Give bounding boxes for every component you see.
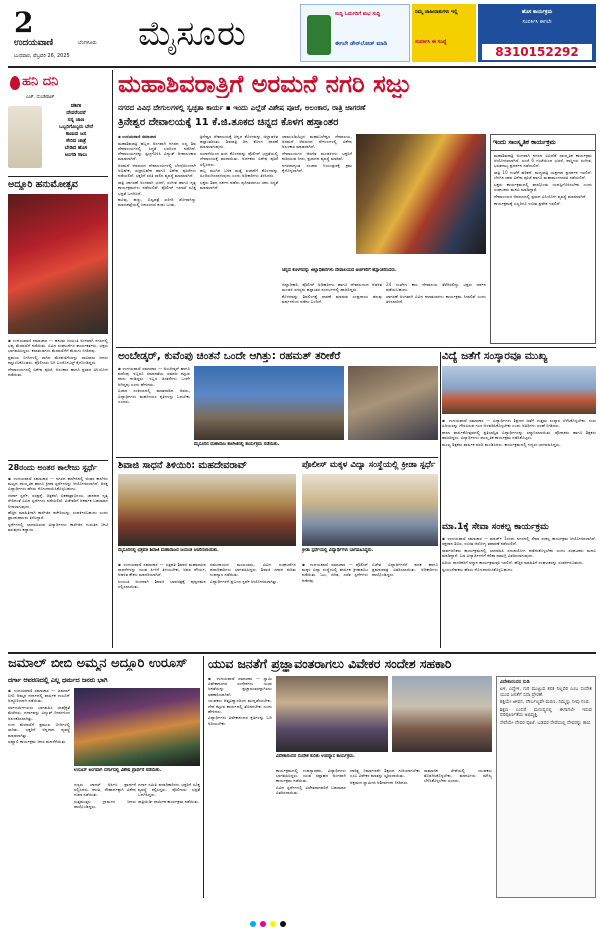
column-divider <box>203 656 204 898</box>
sidebar-story-headline: ಅದ್ದೂರಿ ಹನುಮೋತ್ಸವ <box>8 179 78 190</box>
lead-body-col4: ಜಿಲ್ಲಾಧಿಕಾರಿ, ಪೊಲೀಸ್ ಅಧಿಕಾರಿಗಳು ಹಾಗೂ ದೇವಾಲಯದ ಆಡಳಿತ ಮಂಡಳಿ ಸದಸ್ಯರು ಹಸ್ತಾಂತರ ಸಂದರ್ಭದಲ್ಲಿ ಹಾಜರಿದ್ದರು. ಕೊಳಗವನ್ನು ಶಿವಲಿಂಗಕ್ಕೆ ಧಾರಣೆ ಮಾಡುವ ಸಂಪ್ರದಾಯ ಹಲವು ವರ್ಷಗಳಿಂದ ನಡೆದು ಬಂದಿದೆ. <box>282 282 382 305</box>
vivekananda-photo-1 <box>276 676 388 752</box>
sports-caption: ಕ್ರೀಡಾ ಸ್ಪರ್ಧೆಯಲ್ಲಿ ವಿದ್ಯಾರ್ಥಿಗಳು ಭಾಗವಹಿಸಿದ್ದರು. <box>302 548 374 553</box>
ad-banner-app[interactable] <box>300 4 410 62</box>
ad-phone-number[interactable]: 8310152292 <box>482 44 592 60</box>
paper-name: ಉದಯವಾಣಿ <box>14 38 54 48</box>
page-number: 2 <box>14 6 34 39</box>
mid-right-body: ▪ ಉದಯವಾಣಿ ಸಮಾಚಾರ — ವಿದ್ಯಾರ್ಥಿಗಳು ಶಿಕ್ಷಣದ ಜತೆಗೆ ಉತ್ತಮ ಸಂಸ್ಕಾರ ಬೆಳೆಸಿಕೊಳ್ಳಬೇಕು. ಗುರು ಹಿರಿಯರನ್ನು ಗೌರವಿಸುವ ಗುಣ ಅಳವಡಿಸಿಕೊಳ್ಳಬೇಕು ಎಂದು ಅತಿಥಿಗಳು ಸಲಹೆ ನೀಡಿದರು. ಶಾಲಾ ವಾರ್ಷಿಕೋತ್ಸವದಲ್ಲಿ ಪ್ರತಿಭಾನ್ವಿತ ವಿದ್ಯಾರ್ಥಿಗಳನ್ನು ಸನ್ಮಾನಿಸಲಾಯಿತು. ಪೋಷಕರು ಹಾಗೂ ಶಿಕ್ಷಕರು ಹಾಜರಿದ್ದರು. ವಿದ್ಯಾರ್ಥಿಗಳು ಸಾಂಸ್ಕೃತಿಕ ಕಾರ್ಯಕ್ರಮ ನಡೆಸಿಕೊಟ್ಟರು. ಮುಖ್ಯ ಶಿಕ್ಷಕರು ವಾರ್ಷಿಕ ವರದಿ ಮಂಡಿಸಿದರು. ಕಾರ್ಯಕ್ರಮದಲ್ಲಿ ಗಣ್ಯರು ಭಾಗವಹಿಸಿದ್ದರು. <box>442 418 596 447</box>
issue-date: ಬುಧವಾರ, ಫೆಬ್ರವರಿ 26, 2025 <box>14 53 70 59</box>
registration-dot <box>270 921 276 927</box>
poem-line: ಸೇರಿದ ಜಾತ್ರೆ <box>65 138 87 144</box>
shivaji-body-1: ▪ ಉದಯವಾಣಿ ಸಮಾಚಾರ — ಛತ್ರಪತಿ ಶಿವಾಜಿ ಮಹಾರಾಜರ ಸಾಧನೆಗಳನ್ನು ಯುವ ಪೀಳಿಗೆ ತಿಳಿಯಬೇಕು. ಅವರ ಶೌರ್ಯ, ಆಡಳಿತ ಕೌಶಲ ಮಾದರಿಯಾಗಿದೆ. ಜಯಂತಿ ಅಂಗವಾಗಿ ಶಿವಾಜಿ ಭಾವಚಿತ್ರಕ್ಕೆ ಪುಷ್ಪನಮನ ಸಲ್ಲಿಸಲಾಯಿತು. <box>118 562 206 590</box>
speaker-photo <box>348 366 438 440</box>
lead-headline: ಮಹಾಶಿವರಾತ್ರಿಗೆ ಅರಮನೆ ನಗರಿ ಸಜ್ಜು <box>118 70 412 98</box>
poem-line: ಬೇಡಿದ ಹೊಸ <box>64 145 88 151</box>
urs-body-3: ದರ್ಗಾ ಸಮಿತಿ ಪದಾಧಿಕಾರಿಗಳು ಭಕ್ತರಿಗೆ ಸೂಕ್ತ ವ್ಯವಸ್ಥೆ ಕಲ್ಪಿಸಿದ್ದರು. ಪೊಲೀಸರು ಭದ್ರತೆ ಒದಗಿಸಿದ್ದರು. ರಾತ್ರಿಯಿಡೀ ಧಾರ್ಮಿಕ ಕಾರ್ಯಕ್ರಮ ನಡೆಯಿತು. <box>138 782 200 805</box>
urs-body-1: ▪ ಉದಯವಾಣಿ ಸಮಾಚಾರ — ಜಮಾಲ್ ಬೀಬಿ ಅಮ್ಮನ ದರ್ಗಾದಲ್ಲಿ ವಾರ್ಷಿಕ ಉರೂಸ್ ಅದ್ದೂರಿಯಾಗಿ ನಡೆಯಿತು. ಸರ್ವಧರ್ಮೀಯರು ಭಾಗವಹಿಸಿ ಭಾವೈಕ್ಯತೆ ಮೆರೆದರು. ದರ್ಗಾವನ್ನು ವಿದ್ಯುತ್ ದೀಪಗಳಿಂದ ಅಲಂಕರಿಸಲಾಗಿತ್ತು. ಗಂಧ ಮೆರವಣಿಗೆ ಪ್ರಮುಖ ಬೀದಿಗಳಲ್ಲಿ ಸಾಗಿತು. ಭಕ್ತರಿಗೆ ಅನ್ನದಾನ ವ್ಯವಸ್ಥೆ ಮಾಡಲಾಗಿತ್ತು. ಖವ್ವಾಲಿ ಕಾರ್ಯಕ್ರಮ ಜನರ ಮನಸೆಳೆಯಿತು. <box>8 688 70 745</box>
phone-illustration-icon <box>307 15 331 55</box>
ad2-line2: ಸಂಪರ್ಕಿಸಿ ಈ ಸಂಖ್ಯೆ <box>415 40 447 45</box>
registration-dot <box>260 921 266 927</box>
cultural-program-box <box>490 134 596 344</box>
urs-photo <box>74 688 200 766</box>
lead-body-col1: ▪ ಉದಯವಾಣಿ ಸಮಾಚಾರ ಮಹಾಶಿವರಾತ್ರಿ ಹಬ್ಬದ ಅಂಗವಾಗಿ ನಗರದ ಎಲ್ಲ ಶಿವ ದೇವಾಲಯಗಳಲ್ಲಿ ಸಿದ್ಧತೆ ಭರದಿಂದ ನಡೆದಿದೆ. ದೇವಾಲಯಗಳನ್ನು ಸ್ವಚ್ಛಗೊಳಿಸಿ ವಿದ್ಯುತ್ ದೀಪಾಲಂಕಾರ ಮಾಡಲಾಗಿದೆ. ಅರಮನೆ ಆವರಣದ ದೇವಾಲಯಗಳಲ್ಲಿ ಬೆಳಗ್ಗೆಯಿಂದಲೇ ಅಭಿಷೇಕ, ರುದ್ರಾಭಿಷೇಕ ಹಾಗೂ ವಿಶೇಷ ಪೂಜೆಗಳು ನಡೆಯಲಿವೆ. ಭಕ್ತರಿಗೆ ಸರತಿ ಸಾಲಿನ ವ್ಯವಸ್ಥೆ ಮಾಡಲಾಗಿದೆ. ರಾತ್ರಿ ಜಾಗರಣೆ ಅಂಗವಾಗಿ ಭಜನೆ, ಸಂಗೀತ ಹಾಗೂ ನೃತ್ಯ ಕಾರ್ಯಕ್ರಮಗಳು ನಡೆಯಲಿವೆ. ಪೊಲೀಸ್ ಇಲಾಖೆ ಸೂಕ್ತ ಭದ್ರತೆ ಒದಗಿಸಿದೆ. ಹೂವು, ಹಣ್ಣು, ಬಿಲ್ವಪತ್ರೆ ಖರೀದಿ ಜೋರಾಗಿದ್ದು ಮಾರುಕಟ್ಟೆಯಲ್ಲಿ ಜನಸಂದಣಿ ಕಂಡು ಬಂತು. <box>118 134 196 208</box>
lead-photo-caption: ಚಿನ್ನದ ಕೊಳಗವನ್ನು ಜಿಲ್ಲಾಧಿಕಾರಿಗಳು ದೇವಾಲಯದ ಅರ್ಚಕರಿಗೆ ಹಸ್ತಾಂತರಿಸಿದರು. <box>282 268 397 273</box>
ad-banner-yellow[interactable] <box>412 4 476 62</box>
lead-body-col5: 24 ಗಂಟೆಗಳ ಕಾಲ ದೇವಾಲಯ ತೆರೆದಿರಲಿದ್ದು ಭಕ್ತರು ದರ್ಶನ ಪಡೆಯಬಹುದು. ಜಾಗರಣೆ ಅಂಗವಾಗಿ ವಿವಿಧ ಕಲಾತಂಡಗಳು ಕಾರ್ಯಕ್ರಮ ನೀಡಲಿವೆ ಎಂದು ತಿಳಿಸಲಾಗಿದೆ. <box>386 282 486 305</box>
seva-body: ▪ ಉದಯವಾಣಿ ಸಮಾಚಾರ — ಮಾರ್ಚ್ 1ರಂದು ನಗರದಲ್ಲಿ ಸೇವಾ ಸಂಕಲ್ಪ ಕಾರ್ಯಕ್ರಮ ಆಯೋಜಿಸಲಾಗಿದೆ. ರಕ್ತದಾನ ಶಿಬಿರ, ಉಚಿತ ಆರೋಗ್ಯ ತಪಾಸಣೆ ನಡೆಯಲಿದೆ. ಸಾರ್ವಜನಿಕರು ಕಾರ್ಯಕ್ರಮದಲ್ಲಿ ಭಾಗವಹಿಸಿ ಸದುಪಯೋಗ ಪಡೆದುಕೊಳ್ಳಬೇಕು ಎಂದು ಸಂಘಟಕರು ಮನವಿ ಮಾಡಿದ್ದಾರೆ. ಬಡ ವಿದ್ಯಾರ್ಥಿಗಳಿಗೆ ಕಲಿಕಾ ಸಾಮಗ್ರಿ ವಿತರಿಸಲಾಗುವುದು. ಹಿರಿಯ ನಾಗರಿಕರಿಗೆ ಸನ್ಮಾನ ಕಾರ್ಯಕ್ರಮವೂ ಇರಲಿದೆ. ಹೆಚ್ಚಿನ ಮಾಹಿತಿಗೆ ಸಂಘಟಕರನ್ನು ಸಂಪರ್ಕಿಸಬಹುದು. ಸ್ವಯಂಸೇವಕರು ಹೆಸರು ನೋಂದಾಯಿಸಿಕೊಳ್ಳಬಹುದು. <box>442 536 596 572</box>
registration-marks <box>250 912 290 931</box>
ad2-line1: ನಿಮ್ಮ ಜಾಹೀರಾತುಗಳು ಇಲ್ಲಿ <box>415 10 458 15</box>
quote-box <box>496 676 596 898</box>
ad3-line1: ಹೊಸ ಕಾರ್ಯಕ್ರಮ <box>521 9 553 15</box>
sports-photo <box>302 474 438 546</box>
hani-dani-logo <box>8 72 108 94</box>
registration-dot <box>280 921 286 927</box>
city-title: ಮೈಸೂರು <box>138 14 247 54</box>
cartoon-illustration <box>8 106 42 168</box>
column-divider <box>112 70 113 648</box>
poem-line: ಕಾಣುವ ಜನ <box>65 131 87 137</box>
ad1-line2: ಈಗಲೇ ಡೌನ್‌ಲೋಡ್ ಮಾಡಿ <box>335 41 388 47</box>
lead-body-col3: ಚಾಮುಂಡಿಬೆಟ್ಟದ ಮಹಾಬಲೇಶ್ವರ ದೇವಾಲಯ, ಅರಮನೆ ಆವರಣದ ದೇಗುಲಗಳಲ್ಲಿ ವಿಶೇಷ ಅಲಂಕಾರ ಮಾಡಲಾಗಿದೆ. ದೇವಾಲಯಗಳ ಆಡಳಿತ ಮಂಡಳಿಗಳು ಭಕ್ತರಿಗೆ ಕುಡಿಯುವ ನೀರು, ಪ್ರಸಾದದ ವ್ಯವಸ್ಥೆ ಮಾಡಿವೆ. ನಗರದಾದ್ಯಂತ ಸಂಚಾರ ನಿಯಂತ್ರಣಕ್ಕೆ ಕ್ರಮ ಕೈಗೊಳ್ಳಲಾಗಿದೆ. <box>282 134 352 174</box>
sidebar-byline: ಎಚ್. ದುಂಡಿರಾಜ್ <box>26 95 55 100</box>
mid-right-headline: ಮಾ.1ಕ್ಕೆ ಸೇವಾ ಸಂಕಲ್ಪ ಕಾರ್ಯಕ್ರಮ <box>442 522 549 532</box>
edition-tag: ಬೆಂಗಳೂರು <box>78 40 97 46</box>
vivekananda-body-2: ಕಾರ್ಯಕ್ರಮದಲ್ಲಿ ಉಪನ್ಯಾಸಕರು, ವಿದ್ಯಾರ್ಥಿಗಳು ಭಾಗವಹಿಸಿದ್ದರು. ಯುವ ಸಪ್ತಾಹದ ಅಂಗವಾಗಿ ಕಾರ್ಯಕ್ರಮ ನಡೆಯಿತು. ವಿವಿಧ ಸ್ಪರ್ಧೆಗಳಲ್ಲಿ ವಿಜೇತರಾದವರಿಗೆ ಬಹುಮಾನ ವಿತರಿಸಲಾಯಿತು. <box>276 768 346 796</box>
poem-title: ಜಾಣ <box>70 102 82 109</box>
masthead <box>0 0 600 66</box>
students-photo <box>442 366 596 414</box>
bottom-left-subhead: ದರ್ಗಾ ಆವರಣದಲ್ಲಿ ಎಲ್ಲ ಧರ್ಮದ ಜನರು ಭಾಗಿ <box>8 676 108 684</box>
lead-dateline: ▪ ಉದಯವಾಣಿ ಸಮಾಚಾರ <box>118 134 157 139</box>
mid-headline-3: ಶಿವಾಜಿ ಸಾಧನೆ ತಿಳಿಯಿರಿ: ಮಹದೇವರಾವ್ <box>118 460 247 471</box>
mid-headline-4: ಪೊಲೀಸ್ ಮಕ್ಕಳ ವಿದ್ಯಾ ಸಂಸ್ಥೆಯಲ್ಲಿ ಕ್ರೀಡಾ ಸ್ಪರ್ಧೆ <box>302 460 436 470</box>
quote-box-body: ವಿವೇಕಾನಂದರ ನುಡಿ ಏಳಿ, ಎದ್ದೇಳಿ, ಗುರಿ ಮುಟ್ಟುವ ತನಕ ನಿಲ್ಲದಿರಿ ಎಂಬ ಸಂದೇಶ ಯುವ ಜನತೆಗೆ ಸದಾ ಪ್ರೇರಣೆ. ಶಕ್ತಿಯೇ ಜೀವನ, ದೌರ್ಬಲ್ಯವೇ ಮರಣ. ನಿಮ್ಮನ್ನು ನೀವು ನಂಬಿ. ಶಿಕ್ಷಣ ಎಂದರೆ ಮನುಷ್ಯನಲ್ಲಿ ಈಗಾಗಲೇ ಇರುವ ಪರಿಪೂರ್ಣತೆಯ ಅಭಿವ್ಯಕ್ತಿ. ಸೇವೆಯೇ ದೇವರ ಪೂಜೆ. ಬಡವರ ಸೇವೆಯಲ್ಲಿ ದೇವರನ್ನು ಕಾಣಿ. <box>500 680 592 726</box>
bottom-left-headline: ಜಮಾಲ್ ಬೀಬಿ ಅಮ್ಮನ ಅದ್ದೂರಿ ಉರೂಸ್ <box>8 656 188 671</box>
mid-headline-2: ವಿದ್ಯೆ ಜತೆಗೆ ಸಂಸ್ಕಾರವೂ ಮುಖ್ಯ <box>442 350 548 362</box>
section-divider <box>116 457 438 458</box>
lead-body-col2: ತ್ರಿನೇಶ್ವರ ದೇವಾಲಯಕ್ಕೆ ಚಿನ್ನದ ಕೊಳಗವನ್ನು ಜಿಲ್ಲಾಡಳಿತ ಹಸ್ತಾಂತರಿಸಿತು. ಶಿವರಾತ್ರಿ ದಿನ ಕೊಳಗ ಧಾರಣೆ ಮಾಡಲಾಗುವುದು. ಖಜಾನೆಯಿಂದ ತಂದ ಕೊಳಗವನ್ನು ಪೊಲೀಸ್ ಭದ್ರತೆಯಲ್ಲಿ ದೇವಾಲಯಕ್ಕೆ ತರಲಾಯಿತು. ಅರ್ಚಕರು ವಿಶೇಷ ಪೂಜೆ ಸಲ್ಲಿಸಿದರು. ಹಬ್ಬ ಮುಗಿದ ಬಳಿಕ ಮತ್ತೆ ಖಜಾನೆಗೆ ಕೊಳಗವನ್ನು ಹಿಂದಿರುಗಿಸಲಾಗುವುದು ಎಂದು ಅಧಿಕಾರಿಗಳು ತಿಳಿಸಿದರು. ಭಕ್ತರು ಶಿವನ ದರ್ಶನ ಪಡೆದು ಪುನೀತರಾಗಲು ಸಕಲ ಸಿದ್ಧತೆ ಮಾಡಲಾಗಿದೆ. <box>200 134 278 191</box>
sidebar-story2-body: ▪ ಉದಯವಾಣಿ ಸಮಾಚಾರ — ನಗರದ ಕಾಲೇಜಿನಲ್ಲಿ ಅಂತರ ಕಾಲೇಜು ಮಟ್ಟದ ಸಾಂಸ್ಕೃತಿಕ ಹಾಗೂ ಕ್ರೀಡಾ ಸ್ಪರ್ಧೆಗಳನ್ನು ಆಯೋಜಿಸಲಾಗಿದೆ. ಆಸಕ್ತ ವಿದ್ಯಾರ್ಥಿಗಳು ಹೆಸರು ನೋಂದಾಯಿಸಿಕೊಳ್ಳಬಹುದು. ಚರ್ಚಾ ಸ್ಪರ್ಧೆ, ರಸಪ್ರಶ್ನೆ, ಚಿತ್ರಕಲೆ, ಏಕಪಾತ್ರಾಭಿನಯ, ಜಾನಪದ ನೃತ್ಯ ಸೇರಿದಂತೆ ವಿವಿಧ ಸ್ಪರ್ಧೆಗಳು ನಡೆಯಲಿವೆ. ವಿಜೇತರಿಗೆ ಆಕರ್ಷಕ ಬಹುಮಾನ ನೀಡಲಾಗುವುದು. ಹೆಚ್ಚಿನ ಮಾಹಿತಿಗಾಗಿ ಕಾಲೇಜಿನ ಕಚೇರಿಯನ್ನು ಸಂಪರ್ಕಿಸಬಹುದು ಎಂದು ಪ್ರಾಂಶುಪಾಲರು ತಿಳಿಸಿದ್ದಾರೆ. ಸ್ಪರ್ಧೆಗಳಲ್ಲಿ ಭಾಗವಹಿಸುವ ವಿದ್ಯಾರ್ಥಿಗಳು ಕಾಲೇಜಿನ ಗುರುತಿನ ಚೀಟಿ ತರುವುದು ಕಡ್ಡಾಯ. <box>8 476 108 533</box>
ad-banner-contact[interactable] <box>478 4 596 62</box>
column-divider <box>440 352 441 648</box>
poem-line: ನನ್ನ ಜಾಣ <box>67 117 85 123</box>
sidebar-story-body: ▪ ಉದಯವಾಣಿ ಸಮಾಚಾರ — ಹನುಮ ಜಯಂತಿ ಅಂಗವಾಗಿ ನಗರದಲ್ಲಿ ಭವ್ಯ ಮೆರವಣಿಗೆ ನಡೆಯಿತು. ವಿವಿಧ ಸಂಘಟನೆಗಳ ಕಾರ್ಯಕರ್ತರು, ಭಕ್ತರು ಭಾಗವಹಿಸಿದ್ದರು. ಕಲಾತಂಡಗಳು ಮೆರವಣಿಗೆಗೆ ಮೆರುಗು ನೀಡಿದವು. ಪ್ರಮುಖ ಬೀದಿಗಳಲ್ಲಿ ಸಾಗಿದ ಮೆರವಣಿಗೆಯನ್ನು ಸಾವಿರಾರು ಜನರು ಕಣ್ತುಂಬಿಕೊಂಡರು. ಪೊಲೀಸರು ಬಿಗಿ ಬಂದೋಬಸ್ತ್ ಕೈಗೊಂಡಿದ್ದರು. ದೇವಾಲಯಗಳಲ್ಲಿ ವಿಶೇಷ ಪೂಜೆ, ಅಲಂಕಾರ ಹಾಗೂ ಪ್ರಸಾದ ವಿನಿಯೋಗ ನಡೆಯಿತು. <box>8 338 108 378</box>
cultural-box-body: ಮಹಾಶಿವರಾತ್ರಿ ಅಂಗವಾಗಿ ನಗರದ ವಿವಿಧೆಡೆ ಸಾಂಸ್ಕೃತಿಕ ಕಾರ್ಯಕ್ರಮ ಆಯೋಜಿಸಲಾಗಿದೆ. ಸಂಜೆ 6 ಗಂಟೆಯಿಂದ ಭಜನೆ, ಶಾಸ್ತ್ರೀಯ ಸಂಗೀತ, ಭರತನಾಟ್ಯ ಪ್ರದರ್ಶನ ನಡೆಯಲಿದೆ. ರಾತ್ರಿ 10 ಗಂಟೆಗೆ ಹರಿಕಥೆ, ಮಧ್ಯರಾತ್ರಿ ಯಕ್ಷಗಾನ ಪ್ರದರ್ಶನ ಇರಲಿದೆ. ಬೆಳಗಿನ ಜಾವ ವಿಶೇಷ ಪೂಜೆ ಹಾಗೂ ಮಹಾಮಂಗಳಾರತಿ ನಡೆಯಲಿದೆ. ಭಕ್ತರು ಕಾರ್ಯಕ್ರಮದಲ್ಲಿ ಪಾಲ್ಗೊಂಡು ಯಶಸ್ವಿಗೊಳಿಸಬೇಕು ಎಂದು ಸಂಘಟಕರು ಮನವಿ ಮಾಡಿದ್ದಾರೆ. ದೇವಾಲಯದ ಆವರಣದಲ್ಲಿ ಪ್ರಸಾದ ವಿನಿಯೋಗ ವ್ಯವಸ್ಥೆ ಮಾಡಲಾಗಿದೆ. ಕಾರ್ಯಕ್ರಮಕ್ಕೆ ಎಲ್ಲರಿಗೂ ಉಚಿತ ಪ್ರವೇಶ ಇರಲಿದೆ. <box>494 153 592 206</box>
vivekananda-body-1: ▪ ಉದಯವಾಣಿ ಸಮಾಚಾರ — ಸ್ವಾಮಿ ವಿವೇಕಾನಂದರ ಸಂದೇಶಗಳು ಯುವ ಜನತೆಯನ್ನು ಪ್ರಜ್ಞಾವಂತರನ್ನಾಗಿಸಲು ಸಹಕಾರಿಯಾಗಿವೆ. ಯುವಕರು ಆತ್ಮವಿಶ್ವಾಸದಿಂದ ಮುನ್ನಡೆಯಬೇಕು. ದೇಶ ಕಟ್ಟುವ ಕಾರ್ಯದಲ್ಲಿ ತೊಡಗಬೇಕು ಎಂದು ಹೇಳಿದರು. ವಿದ್ಯಾರ್ಥಿಗಳು ವಿವೇಕಾನಂದರ ಕೃತಿಗಳನ್ನು ಓದಿ ಅರಿಯಬೇಕು. <box>208 676 272 726</box>
vivekananda-photo-2 <box>392 676 492 752</box>
ad1-line1: ಸುದ್ದಿ ಓದುಗರಿಗೆ ಶುಭ ಸುದ್ದಿ <box>335 11 381 17</box>
vivekananda-body-4: ಸಾಮಾಜಿಕ ಸೇವೆಯಲ್ಲಿ ಯುವಕರು ತೊಡಗಿಸಿಕೊಳ್ಳಬೇಕು. ಮಾನವೀಯ ಮೌಲ್ಯ ಬೆಳೆಸಿಕೊಳ್ಳಬೇಕು ಎಂದರು. <box>424 768 492 784</box>
sidebar-brand: ಹನಿ ದನಿ <box>22 74 59 89</box>
mid-headline-1: ಅಂಬೇಡ್ಕರ್, ಕುವೆಂಪು ಚಿಂತನೆ ಒಂದೇ ಆಗಿತ್ತು: ರಹಮತ್ ತರೀಕೆರೆ <box>118 350 341 362</box>
vivekananda-body-3: ಚಾರಿತ್ರ್ಯ ನಿರ್ಮಾಣವೇ ಶಿಕ್ಷಣದ ಗುರಿಯಾಗಬೇಕು ಎಂಬ ವಿವೇಕರ ಮಾತನ್ನು ಸ್ಮರಿಸಲಾಯಿತು. ಆಶ್ರಮದ ಸ್ವಾಮೀಜಿ ಆಶೀರ್ವಚನ ನೀಡಿದರು. <box>350 768 420 785</box>
sidebar-column <box>8 70 108 650</box>
seminar-caption: ಮೈಸೂರಿನ ಮಹಾರಾಜ ಕಾಲೇಜಿನಲ್ಲಿ ಕಾರ್ಯಕ್ರಮ ನಡೆಯಿತು. <box>194 442 280 447</box>
urs-caption: ಉರೂಸ್ ಅಂಗವಾಗಿ ದರ್ಗಾದಲ್ಲಿ ವಿಶೇಷ ಪ್ರಾರ್ಥನೆ ನಡೆಯಿತು. <box>74 768 162 773</box>
shivaji-event-photo <box>118 474 296 546</box>
mid-body-col1: ▪ ಉದಯವಾಣಿ ಸಮಾಚಾರ — ಅಂಬೇಡ್ಕರ್ ಹಾಗೂ ಕುವೆಂಪು ಇಬ್ಬರೂ ಸಮಾನತೆಯ ಸಮಾಜ ಕಟ್ಟುವ ಕನಸು ಕಂಡಿದ್ದರು. ಇಬ್ಬರ ಚಿಂತನೆಗಳು ಒಂದೇ ಆಗಿದ್ದವು ಎಂದು ಹೇಳಿದರು. ವಿಚಾರ ಸಂಕಿರಣದಲ್ಲಿ ಮಾತನಾಡಿದ ಅವರು, ವಿದ್ಯಾರ್ಥಿಗಳು ಮಹನೀಯರ ಕೃತಿಗಳನ್ನು ಓದಬೇಕು ಎಂದರು. <box>118 366 190 404</box>
shivaji-caption: ಮೈಸೂರಿನಲ್ಲಿ ಛತ್ರಪತಿ ಶಿವಾಜಿ ಮಹಾರಾಜರ ಜಯಂತಿ ಆಚರಿಸಲಾಯಿತು. <box>118 548 219 553</box>
vivekananda-caption: ವಿವೇಕಾನಂದರ ಸಂದೇಶ ಕುರಿತು ಉಪನ್ಯಾಸ ಕಾರ್ಯಕ್ರಮ. <box>276 754 355 759</box>
section-divider <box>116 347 596 348</box>
ad3-line2: ಸಂಪರ್ಕಿಸಿ ಈಗಲೇ <box>522 19 552 25</box>
poem-block <box>44 102 108 172</box>
urs-body-2: ಗಣ್ಯರು ಚಾದರ್ ಅರ್ಪಿಸಿ ಪ್ರಾರ್ಥನೆ ಸಲ್ಲಿಸಿದರು. ಶಾಂತಿ, ಸೌಹಾರ್ದಕ್ಕಾಗಿ ವಿಶೇಷ ದುವಾ ನಡೆಯಿತು. ಸುತ್ತಮುತ್ತಲ ಗ್ರಾಮಗಳ ಜನರು ಪಾಲ್ಗೊಂಡಿದ್ದರು. <box>74 782 136 810</box>
drop-icon <box>10 76 20 90</box>
lead-subhead-2: ತ್ರಿನೇಶ್ವರ ದೇವಾಲಯಕ್ಕೆ 11 ಕೆ.ಜಿ.ತೂಕದ ಚಿನ್ನದ ಕೊಳಗ ಹಸ್ತಾಂತರ <box>118 117 339 128</box>
sidebar-divider <box>8 460 108 461</box>
poem-line: ದೇವರೆಂದರೆ <box>66 110 86 116</box>
bottom-right-headline: ಯುವ ಜನತೆಗೆ ಪ್ರಜ್ಞಾವಂತರಾಗಲು ವಿವೇಕರ ಸಂದೇಶ ಸಹಕಾರಿ <box>208 656 452 671</box>
sidebar-divider <box>8 176 108 177</box>
poem-line: ಅಂಗಡಿ ಸಾಲು <box>64 152 88 158</box>
poem-line: ಒಬ್ಬರಿಗೊಬ್ಬರು ಬೇರೆ <box>59 124 93 130</box>
masthead-divider <box>8 66 596 68</box>
sports-body-1: ▪ ಉದಯವಾಣಿ ಸಮಾಚಾರ — ಪೊಲೀಸ್ ಮಕ್ಕಳ ವಿದ್ಯಾ ಸಂಸ್ಥೆಯಲ್ಲಿ ವಾರ್ಷಿಕ ಕ್ರೀಡಾಕೂಟ ನಡೆಯಿತು. ಓಟ, ಜಿಗಿತ, ಎಸೆತ ಸ್ಪರ್ಧೆಗಳು ನಡೆದವು. <box>302 562 368 583</box>
registration-dot <box>250 921 256 927</box>
seminar-photo <box>194 366 344 440</box>
lead-photo <box>356 134 486 254</box>
procession-photo <box>8 194 108 334</box>
lead-subhead: ನಗರದ ವಿವಿಧ ದೇಗುಲಗಳಲ್ಲಿ ಸ್ವಚ್ಛತಾ ಕಾರ್ಯ ▪ ಇಂದು ಎಲ್ಲೆಡೆ ವಿಶೇಷ ಪೂಜೆ, ಅಲಂಕಾರ, ರಾತ್ರಿ ಜಾಗರಣೆ <box>118 103 366 112</box>
shivaji-body-2: ಸಮುದಾಯದ ಮುಖಂಡರು, ವಿವಿಧ ಸಂಘಟನೆಗಳ ಪದಾಧಿಕಾರಿಗಳು ಭಾಗವಹಿಸಿದ್ದರು. ಶಿವಾಜಿ ಜೀವನ ಕುರಿತು ಉಪನ್ಯಾಸ ನಡೆಯಿತು. ವಿದ್ಯಾರ್ಥಿಗಳಿಗೆ ಪ್ರಬಂಧ ಸ್ಪರ್ಧೆ ಆಯೋಜಿಸಲಾಗಿತ್ತು. <box>210 562 296 585</box>
sidebar-story2-headline: 28ರಂದು ಅಂತರ ಕಾಲೇಜು ಸ್ಪರ್ಧೆ <box>8 463 97 472</box>
bottom-section-divider <box>8 652 596 654</box>
sports-body-2: ವಿಜೇತ ವಿದ್ಯಾರ್ಥಿಗಳಿಗೆ ಪದಕ ಹಾಗೂ ಪ್ರಮಾಣಪತ್ರ ವಿತರಿಸಲಾಯಿತು. ಅಧಿಕಾರಿಗಳು ಪಾಲ್ಗೊಂಡಿದ್ದರು. <box>372 562 438 578</box>
cultural-box-title: ಇಂದು ಸಾಂಸ್ಕೃತಿಕ ಕಾರ್ಯಕ್ರಮ <box>491 135 595 151</box>
